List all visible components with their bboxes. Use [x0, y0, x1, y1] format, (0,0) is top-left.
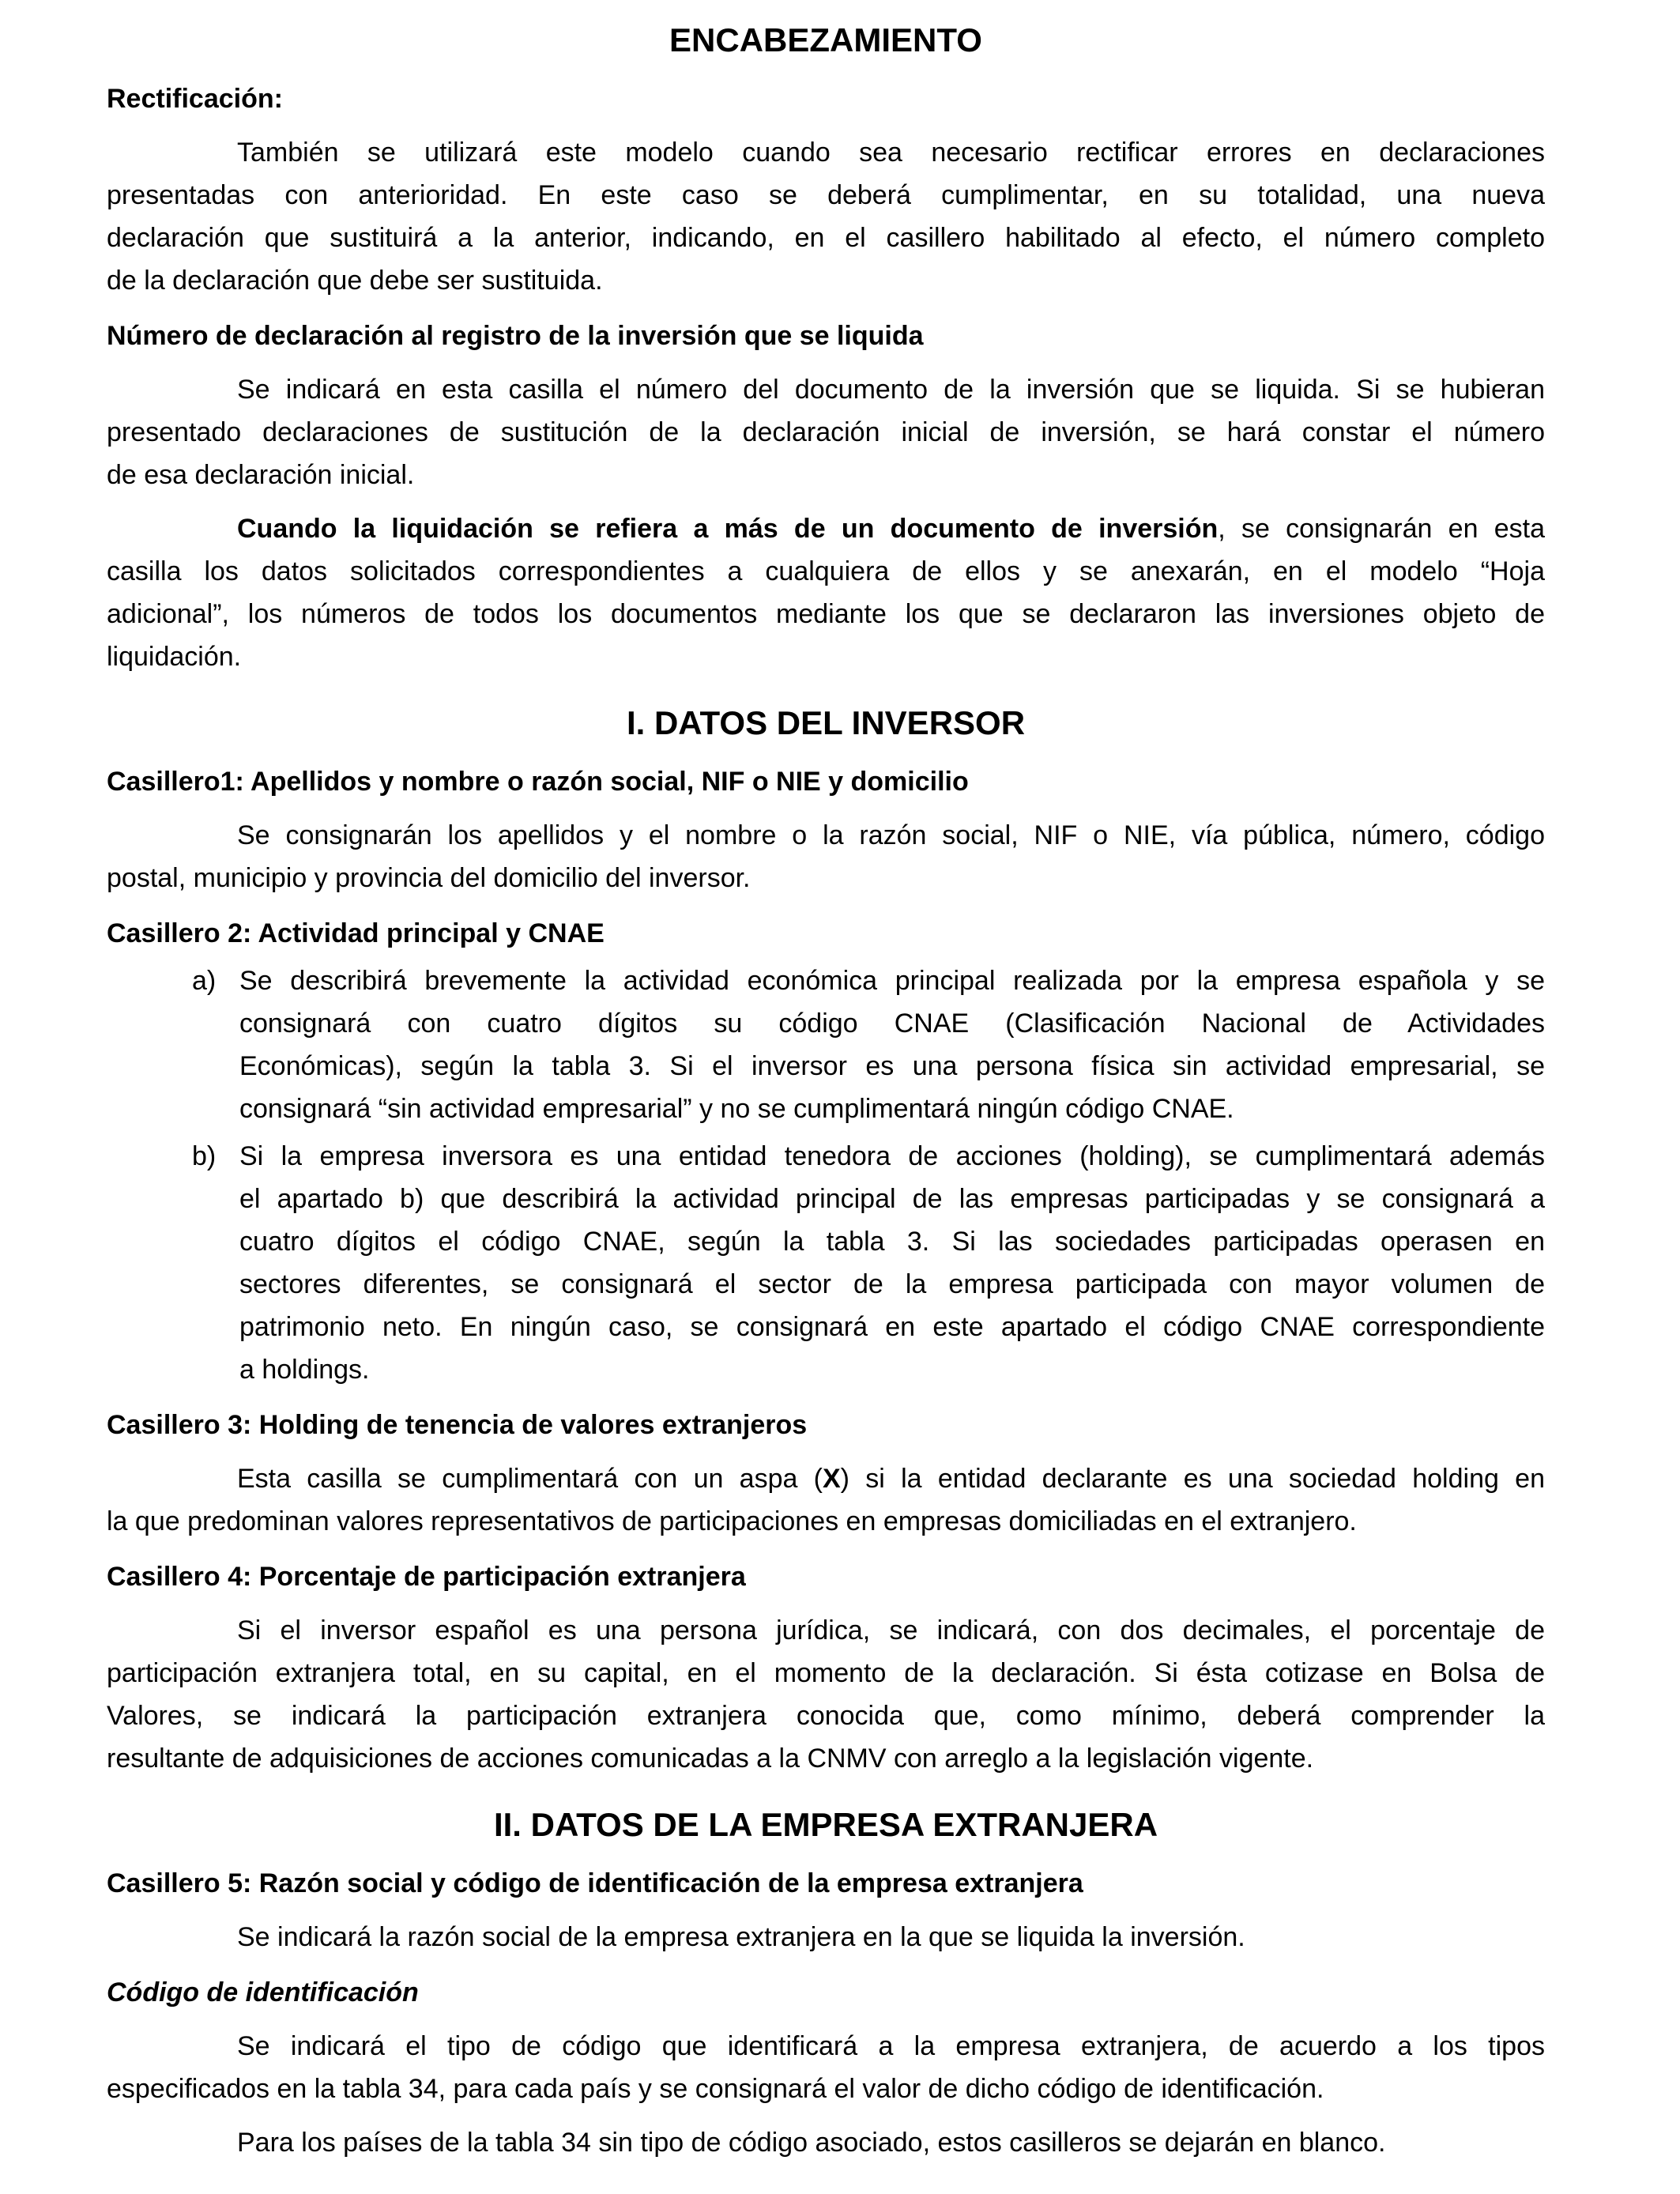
text-line: Para los países de la tabla 34 sin tipo de código asociado, estos casilleros se dejarán en blanco.: [237, 2128, 1386, 2158]
list-item-a: [107, 959, 1545, 1130]
text-line: patrimonio neto. En ningún caso, se consignará en este apartado el código CNAE correspondiente: [239, 1312, 1545, 1342]
lead-rest-text: , se consignarán en esta: [1218, 514, 1546, 544]
list-text: Si la empresa inversora es una entidad tenedora de acciones (holding), se cumplimentará además: [239, 1141, 1545, 1171]
paragraph-numero-declaracion: [107, 368, 1545, 496]
text-line: [192, 1135, 1545, 1178]
text-line: Se indicará el tipo de código que identificará a la empresa extranjera, de acuerdo a los tipos: [237, 2031, 1545, 2061]
text-line: presentadas con anterioridad. En este caso se deberá cumplimentar, en su totalidad, una nueva: [107, 180, 1545, 210]
text-line: presentado declaraciones de sustitución de la declaración inicial de inversión, se hará constar el número: [107, 417, 1545, 447]
paragraph-rectificacion: [107, 131, 1545, 302]
bold-lead-text: Cuando la liquidación se refiera a más de un documento de inversión: [237, 514, 1219, 544]
text-line: Económicas), según la tabla 3. Si el inversor es una persona física sin actividad empresarial, se: [239, 1051, 1545, 1081]
paragraph-paises-sin-codigo: [107, 2121, 1545, 2164]
text-line: Si el inversor español es una persona jurídica, se indicará, con dos decimales, el porcentaje de: [237, 1615, 1545, 1646]
heading-casillero-5: Casillero 5: Razón social y código de identificación de la empresa extranjera: [107, 1868, 1083, 1898]
list-text: Se describirá brevemente la actividad económica principal realizada por la empresa española y se: [239, 966, 1545, 996]
text-line: [107, 507, 1545, 550]
paragraph-casillero-3: [107, 1457, 1545, 1543]
heading-casillero-1: Casillero1: Apellidos y nombre o razón social, NIF o NIE y domicilio: [107, 767, 969, 797]
text-line: especificados en la tabla 34, para cada país y se consignará el valor de dicho código de identificación.: [107, 2074, 1324, 2104]
document-title: ENCABEZAMIENTO: [669, 21, 982, 58]
list-item-b: [107, 1135, 1545, 1391]
text-line: [107, 1457, 1545, 1500]
text-line: liquidación.: [107, 642, 242, 672]
text-line: consignará con cuatro dígitos su código CNAE (Clasificación Nacional de Actividades: [239, 1008, 1545, 1039]
paragraph-casillero-1: [107, 814, 1545, 899]
text-line: consignará “sin actividad empresarial” y no se cumplimentará ningún código CNAE.: [239, 1094, 1234, 1124]
text-line: También se utilizará este modelo cuando sea necesario rectificar errores en declaraciones: [237, 138, 1545, 168]
text-line: la que predominan valores representativos de participaciones en empresas domiciliadas en el extranjero.: [107, 1506, 1357, 1536]
heading-casillero-2: Casillero 2: Actividad principal y CNAE: [107, 918, 605, 948]
bold-x-mark: X: [822, 1464, 841, 1494]
heading-casillero-4: Casillero 4: Porcentaje de participación extranjera: [107, 1562, 746, 1592]
heading-rectificacion: Rectificación:: [107, 84, 283, 114]
text-line: declaración que sustituirá a la anterior, indicando, en el casillero habilitado al efecto, el número completo: [107, 223, 1545, 253]
text-line: sectores diferentes, se consignará el sector de la empresa participada con mayor volumen de: [239, 1269, 1545, 1299]
text-line: participación extranjera total, en su capital, en el momento de la declaración. Si ésta cotizase en Bolsa de: [107, 1658, 1545, 1688]
heading-casillero-3: Casillero 3: Holding de tenencia de valores extranjeros: [107, 1410, 808, 1440]
text-line: cuatro dígitos el código CNAE, según la tabla 3. Si las sociedades participadas operasen en: [239, 1227, 1545, 1257]
paragraph-casillero-4: [107, 1609, 1545, 1780]
section-title-datos-inversor: I. DATOS DEL INVERSOR: [626, 704, 1026, 741]
paragraph-codigo-identificacion: [107, 2025, 1545, 2110]
text-line: postal, municipio y provincia del domicilio del inversor.: [107, 863, 751, 893]
text-line: Se indicará en esta casilla el número del documento de la inversión que se liquida. Si se hubieran: [237, 375, 1545, 405]
text-line: el apartado b) que describirá la actividad principal de las empresas participadas y se consignará a: [239, 1184, 1545, 1214]
text-segment: Esta casilla se cumplimentará con un aspa (: [237, 1464, 823, 1494]
text-line: de esa declaración inicial.: [107, 460, 415, 490]
list-marker-a: a): [192, 966, 217, 996]
paragraph-liquidacion-multiple: [107, 507, 1545, 678]
text-line: casilla los datos solicitados correspondientes a cualquiera de ellos y se anexarán, en el modelo “Hoja: [107, 556, 1545, 586]
text-line: resultante de adquisiciones de acciones comunicadas a la CNMV con arreglo a la legislación vigente.: [107, 1744, 1314, 1774]
text-line: Se consignarán los apellidos y el nombre o la razón social, NIF o NIE, vía pública, número, código: [237, 820, 1545, 850]
heading-codigo-identificacion: Código de identificación: [107, 1977, 419, 2007]
text-line: Se indicará la razón social de la empresa extranjera en la que se liquida la inversión.: [237, 1922, 1245, 1952]
text-line: Valores, se indicará la participación extranjera conocida que, como mínimo, deberá comprender la: [107, 1701, 1545, 1731]
list-marker-b: b): [192, 1141, 217, 1171]
text-line: de la declaración que debe ser sustituida.: [107, 266, 603, 296]
text-line: adicional”, los números de todos los documentos mediante los que se declararon las inversiones objeto de: [107, 599, 1545, 629]
heading-numero-declaracion: Número de declaración al registro de la inversión que se liquida: [107, 321, 924, 351]
text-segment: ) si la entidad declarante es una sociedad holding en: [840, 1464, 1545, 1494]
paragraph-casillero-5: [107, 1916, 1545, 1958]
text-line: a holdings.: [239, 1355, 370, 1385]
section-title-datos-empresa-extranjera: II. DATOS DE LA EMPRESA EXTRANJERA: [493, 1806, 1158, 1843]
text-line: [192, 959, 1545, 1002]
